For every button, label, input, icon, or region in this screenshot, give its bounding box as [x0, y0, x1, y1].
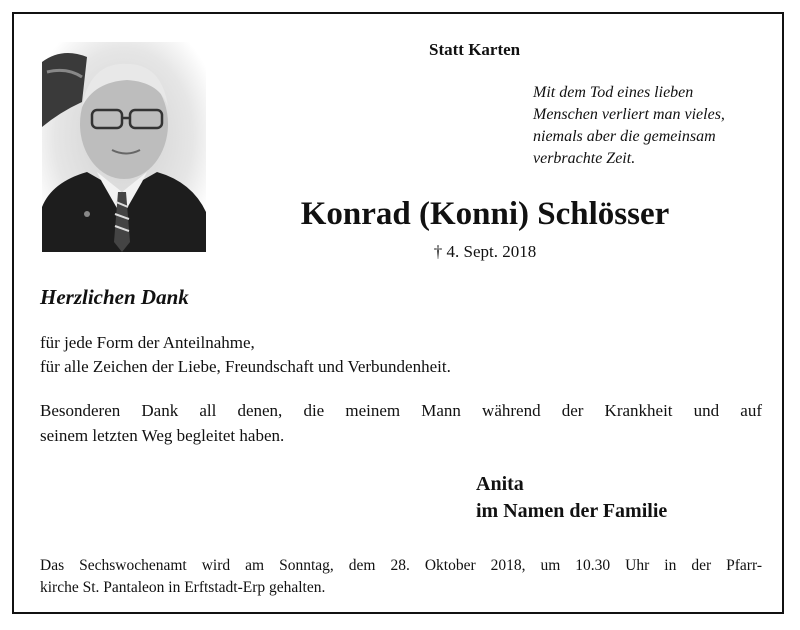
quote-line: Menschen verliert man vieles, [533, 106, 725, 123]
special-thanks [40, 398, 762, 448]
thanks-title: Herzlichen Dank [40, 285, 189, 309]
quote-line: Mit dem Tod eines lieben [533, 84, 694, 101]
quote-line: niemals aber die gemeinsam [533, 128, 716, 145]
special-thanks-line: Besonderen Dank all denen, die meinem Mann während der Krankheit und auf [40, 401, 762, 420]
signature [476, 471, 667, 525]
memorial-quote [533, 82, 773, 170]
thanks-line: für alle Zeichen der Liebe, Freundschaft und Verbundenheit. [40, 357, 451, 376]
mass-announcement [40, 555, 762, 599]
death-date: † 4. Sept. 2018 [433, 242, 537, 261]
thanks-lines [40, 331, 451, 379]
special-thanks-line: seinem letzten Weg begleitet haben. [40, 426, 285, 445]
header-note: Statt Karten [429, 40, 521, 59]
thanks-line: für jede Form der Anteilnahme, [40, 333, 255, 352]
portrait-photo [42, 42, 206, 252]
signature-family: im Namen der Familie [476, 500, 668, 522]
quote-line: verbrachte Zeit. [533, 150, 636, 167]
announcement-line: kirche St. Pantaleon in Erftstadt-Erp gehalten. [40, 579, 326, 596]
announcement-line: Das Sechswochenamt wird am Sonntag, dem 28. Oktober 2018, um 10.30 Uhr in der Pfarr- [40, 557, 762, 574]
signature-name: Anita [476, 473, 524, 495]
deceased-name: Konrad (Konni) Schlösser [300, 196, 670, 232]
